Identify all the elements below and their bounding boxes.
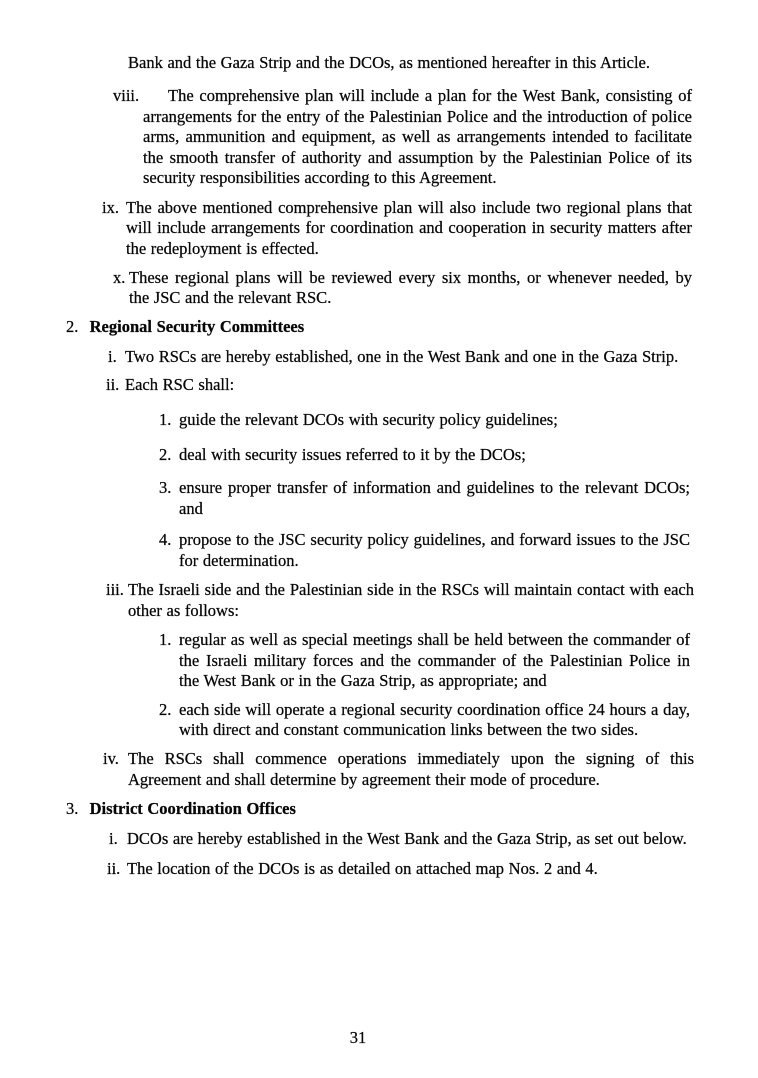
list-item-rsc-contact-2 (159, 699, 690, 741)
list-marker: ii. (107, 858, 121, 878)
list-item-text: DCOs are hereby established in the West Bank and the Gaza Strip, as set out below. (127, 829, 687, 848)
list-item-dco-i (109, 829, 694, 850)
list-item-text: each side will operate a regional security coordination office 24 hours a day, with direct and constant communication links between the two sides. (179, 699, 690, 739)
section-heading-2 (66, 317, 758, 338)
section-number: 3. (66, 799, 79, 818)
list-marker: 4. (159, 530, 172, 549)
list-item-viii (113, 86, 692, 189)
list-item-rsc-i (108, 346, 692, 368)
section-number: 2. (66, 316, 79, 336)
list-item-text: Each RSC shall: (125, 375, 235, 394)
list-item-text: The comprehensive plan will include a plan for the West Bank, consisting of arrangements for the entry of the Palestinian Police and the introduction of police arms, ammunition and equipment, as well as arrangements intended to facilitate the smooth transfer of authority and assumption by the Palestinian Police of its security responsibilities according to this Agreement. (143, 86, 692, 187)
list-marker: ii. (106, 375, 120, 394)
list-marker: 3. (159, 478, 172, 497)
list-item-text: The Israeli side and the Palestinian side in the RSCs will maintain contact with each other as follows: (128, 580, 694, 620)
list-item-text: ensure proper transfer of information and guidelines to the relevant DCOs; and (179, 478, 690, 518)
list-marker: i. (108, 346, 117, 366)
list-item-dco-ii (107, 858, 694, 880)
list-marker: 1. (159, 410, 172, 429)
list-item-rsc-duty-2 (159, 445, 690, 466)
section-heading-3 (66, 799, 758, 820)
list-item-rsc-contact-1 (159, 630, 690, 692)
list-item-rsc-duty-1 (159, 410, 690, 431)
list-marker: ix. (102, 197, 119, 217)
list-item-text: regular as well as special meetings shall be held between the commander of the Israeli military forces and the commander of the Palestinian Police in the West Bank or in the Gaza Strip, as appropriate; and (179, 630, 690, 690)
list-item-ix (102, 197, 692, 260)
list-marker: x. (113, 267, 126, 287)
list-item-x (113, 267, 692, 309)
section-title: District Coordination Offices (89, 799, 296, 818)
list-item-text: propose to the JSC security policy guidelines, and forward issues to the JSC for determination. (179, 530, 690, 570)
list-item-rsc-duty-3 (159, 478, 690, 519)
list-item-rsc-duty-4 (159, 530, 690, 571)
list-item-text: The above mentioned comprehensive plan will also include two regional plans that will include arrangements for coordination and cooperation in security matters after the redeployment is effected. (126, 197, 692, 258)
list-marker: i. (109, 829, 118, 848)
list-item-text: The RSCs shall commence operations immediately upon the signing of this Agreement and shall determine by agreement their mode of procedure. (128, 749, 694, 789)
list-item-rsc-ii (106, 375, 692, 396)
list-item-text: These regional plans will be reviewed every six months, or whenever needed, by the JSC and the relevant RSC. (129, 267, 692, 307)
list-item-rsc-iv (103, 749, 694, 790)
list-marker: 2. (159, 445, 172, 464)
list-marker: 2. (159, 699, 172, 719)
section-title: Regional Security Committees (89, 316, 305, 336)
paragraph-continuation: Bank and the Gaza Strip and the DCOs, as mentioned hereafter in this Article. (128, 53, 650, 72)
list-marker: viii. (113, 86, 140, 105)
list-item-text: Two RSCs are hereby established, one in the West Bank and one in the Gaza Strip. (125, 346, 679, 366)
page-number: 31 (349, 1028, 367, 1047)
list-item-text: guide the relevant DCOs with security policy guidelines; (179, 410, 558, 429)
list-marker: 1. (159, 630, 172, 649)
list-marker: iv. (103, 749, 119, 768)
list-item-text: The location of the DCOs is as detailed on attached map Nos. 2 and 4. (127, 858, 598, 878)
list-item-text: deal with security issues referred to it by the DCOs; (179, 445, 526, 464)
list-marker: iii. (106, 580, 124, 599)
list-item-rsc-iii (106, 580, 694, 621)
